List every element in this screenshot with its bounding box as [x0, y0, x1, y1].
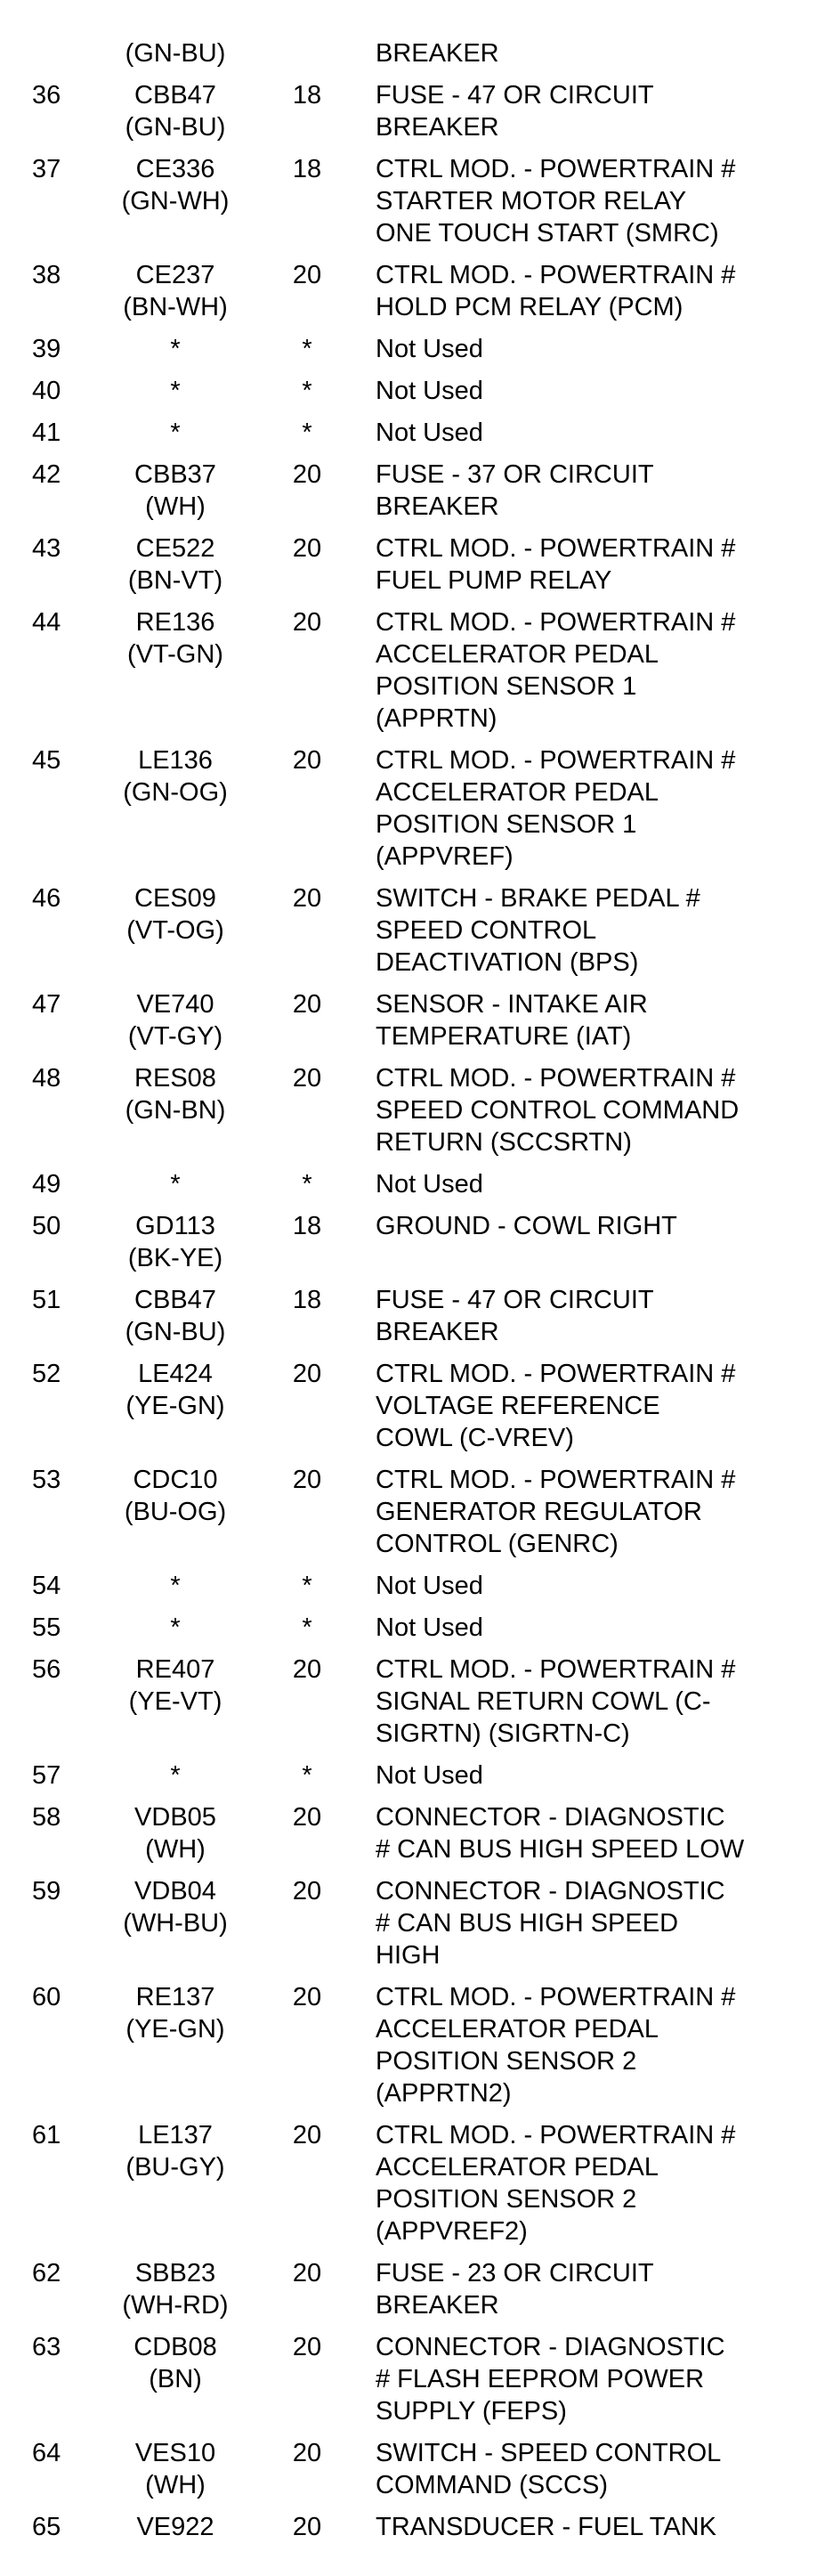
circuit-function-line: CONNECTOR - DIAGNOSTIC	[376, 1803, 725, 1832]
circuit-function-line: HOLD PCM RELAY (PCM)	[376, 293, 684, 321]
circuit-id-line: CE522	[135, 534, 215, 563]
pin-number: 55	[32, 1613, 61, 1642]
circuit-id-line: *	[170, 1613, 181, 1642]
circuit-function-line: FUEL PUMP RELAY	[376, 566, 612, 595]
circuit-id	[100, 37, 251, 69]
circuit-id-line: (WH-BU)	[123, 1909, 228, 1938]
table-row	[0, 259, 817, 323]
circuit-function-line: VOLTAGE REFERENCE	[376, 1392, 660, 1420]
pin-number: 64	[32, 2439, 61, 2467]
circuit-function-line: FUSE - 47 OR CIRCUIT	[376, 81, 654, 110]
circuit-function-line: CTRL MOD. - POWERTRAIN #	[376, 1983, 736, 2011]
circuit-function-line: BREAKER	[376, 113, 499, 142]
circuit-function-line: POSITION SENSOR 1	[376, 672, 637, 701]
circuit-id-line: VE740	[136, 990, 214, 1019]
wire-gauge: 20	[292, 2121, 322, 2149]
circuit-id	[100, 1464, 251, 1528]
circuit-id-line: *	[170, 335, 181, 363]
table-row	[0, 1759, 817, 1792]
circuit-function-line: FUSE - 47 OR CIRCUIT	[376, 1286, 654, 1314]
circuit-function-line: (APPVREF2)	[376, 2217, 528, 2246]
circuit-id-line: (BK-YE)	[127, 1244, 223, 1272]
circuit-function-line: CTRL MOD. - POWERTRAIN #	[376, 1466, 736, 1494]
table-row	[0, 1570, 817, 1602]
circuit-function-line: # FLASH EEPROM POWER	[376, 2365, 705, 2393]
circuit-id	[100, 2511, 251, 2543]
table-row	[0, 333, 817, 365]
circuit-function-line: CTRL MOD. - POWERTRAIN #	[376, 746, 736, 775]
wire-gauge: 20	[292, 990, 322, 1019]
circuit-id-line: (YE-GN)	[125, 1392, 225, 1420]
circuit-id-line: CBB37	[134, 460, 216, 489]
pin-number: 60	[32, 1983, 61, 2011]
circuit-id-line: (YE-VT)	[128, 1687, 222, 1716]
circuit-id-line: (VT-GN)	[127, 640, 223, 669]
wire-gauge: 20	[292, 2259, 322, 2288]
circuit-id	[100, 2119, 251, 2183]
wire-gauge: *	[302, 1572, 312, 1600]
circuit-function-line: TEMPERATURE (IAT)	[376, 1022, 632, 1051]
pin-number: 41	[32, 418, 61, 447]
circuit-id	[100, 1358, 251, 1422]
circuit-function	[376, 259, 812, 323]
circuit-id-line: (BU-OG)	[124, 1498, 227, 1526]
pin-number: 57	[32, 1761, 61, 1790]
wire-gauge: 20	[292, 534, 322, 563]
wire-gauge: 18	[292, 1212, 322, 1240]
circuit-function-line: # CAN BUS HIGH SPEED LOW	[376, 1835, 745, 1864]
circuit-function-line: CTRL MOD. - POWERTRAIN #	[376, 1360, 736, 1388]
wire-gauge: 20	[292, 1983, 322, 2011]
circuit-function	[376, 606, 812, 735]
wire-gauge: *	[302, 377, 312, 405]
circuit-id-line: VDB04	[134, 1877, 216, 1906]
circuit-id	[100, 744, 251, 809]
circuit-function-line: (APPRTN)	[376, 704, 497, 733]
circuit-function-line: Not Used	[376, 1761, 483, 1790]
circuit-function-line: (APPRTN2)	[376, 2079, 512, 2108]
pin-number: 42	[32, 460, 61, 489]
circuit-id-line: CES09	[134, 884, 216, 913]
circuit-id	[100, 606, 251, 670]
circuit-id-line: RE137	[135, 1983, 215, 2011]
circuit-id	[100, 1981, 251, 2045]
circuit-function-line: STARTER MOTOR RELAY	[376, 187, 687, 215]
circuit-id-line: (GN-BU)	[125, 1318, 226, 1346]
pin-number: 45	[32, 746, 61, 775]
wire-gauge: 20	[292, 608, 322, 637]
table-row	[0, 532, 817, 597]
circuit-id-line: SBB23	[134, 2259, 216, 2288]
circuit-function-line: COWL (C-VREV)	[376, 1424, 574, 1452]
circuit-id	[100, 259, 251, 323]
circuit-function-line: Not Used	[376, 418, 483, 447]
table-row	[0, 1464, 817, 1560]
table-row	[0, 375, 817, 407]
table-row	[0, 1801, 817, 1865]
circuit-id-line: GD113	[135, 1212, 215, 1240]
pin-number: 39	[32, 335, 61, 363]
circuit-function-line: POSITION SENSOR 1	[376, 810, 637, 839]
wire-gauge: 20	[292, 2333, 322, 2361]
pin-number: 62	[32, 2259, 61, 2288]
circuit-function-line: Not Used	[376, 1613, 483, 1642]
pin-number: 44	[32, 608, 61, 637]
circuit-id	[100, 882, 251, 947]
pin-number: 37	[32, 155, 61, 183]
circuit-id-line: CE336	[135, 155, 215, 183]
circuit-id	[100, 2437, 251, 2501]
circuit-id	[100, 1168, 251, 1200]
wire-gauge: 20	[292, 1064, 322, 1093]
circuit-id	[100, 1759, 251, 1792]
circuit-id	[100, 1612, 251, 1644]
circuit-id-line: RE407	[135, 1655, 215, 1684]
wire-gauge: 20	[292, 1877, 322, 1906]
wire-gauge: 20	[292, 746, 322, 775]
circuit-id-line: (VT-OG)	[126, 916, 224, 945]
wire-gauge: 20	[292, 1360, 322, 1388]
circuit-id-line: (WH)	[145, 2471, 206, 2499]
circuit-function-line: ACCELERATOR PEDAL	[376, 2015, 659, 2044]
table-row	[0, 988, 817, 1052]
table-row	[0, 79, 817, 143]
circuit-id-line: (GN-BN)	[125, 1096, 226, 1125]
circuit-id	[100, 417, 251, 449]
table-row	[0, 417, 817, 449]
table-row	[0, 1284, 817, 1348]
circuit-id-line: (VT-GY)	[127, 1022, 223, 1051]
circuit-function-line: ACCELERATOR PEDAL	[376, 640, 659, 669]
circuit-id-line: (BN)	[149, 2365, 202, 2393]
pin-number: 61	[32, 2121, 61, 2149]
circuit-function	[376, 37, 812, 69]
circuit-function	[376, 1210, 812, 1242]
circuit-id	[100, 1875, 251, 1939]
circuit-function-line: BREAKER	[376, 1318, 499, 1346]
wire-gauge: 18	[292, 155, 322, 183]
circuit-function-line: Not Used	[376, 335, 483, 363]
circuit-function-line: BREAKER	[376, 492, 499, 521]
wire-gauge: 20	[292, 1655, 322, 1684]
circuit-function	[376, 1654, 812, 1750]
circuit-function-line: SPEED CONTROL COMMAND	[376, 1096, 740, 1125]
circuit-id	[100, 2257, 251, 2321]
circuit-function-line: # CAN BUS HIGH SPEED	[376, 1909, 679, 1938]
circuit-id-line: *	[170, 1761, 181, 1790]
circuit-id-line: RES08	[134, 1064, 216, 1093]
circuit-id-line: CE237	[135, 261, 215, 289]
table-row	[0, 2119, 817, 2247]
circuit-function-line: CONNECTOR - DIAGNOSTIC	[376, 1877, 725, 1906]
circuit-function-line: SIGRTN) (SIGRTN-C)	[376, 1719, 630, 1748]
circuit-function-line: GENERATOR REGULATOR	[376, 1498, 702, 1526]
circuit-id-line: LE137	[138, 2121, 213, 2149]
circuit-id	[100, 1801, 251, 1865]
pin-number: 43	[32, 534, 61, 563]
circuit-id-line: CBB47	[134, 81, 216, 110]
circuit-id	[100, 333, 251, 365]
circuit-id-line: VE922	[136, 2513, 214, 2541]
circuit-function	[376, 417, 812, 449]
circuit-function-line: CTRL MOD. - POWERTRAIN #	[376, 2121, 736, 2149]
circuit-function	[376, 532, 812, 597]
circuit-function	[376, 1612, 812, 1644]
circuit-id-line: *	[170, 1170, 181, 1199]
circuit-function-line: Not Used	[376, 377, 483, 405]
circuit-id-line: (GN-OG)	[123, 778, 228, 807]
circuit-function	[376, 1981, 812, 2109]
circuit-function	[376, 988, 812, 1052]
circuit-id-line: LE136	[138, 746, 213, 775]
pin-number: 38	[32, 261, 61, 289]
circuit-function	[376, 1168, 812, 1200]
table-row	[0, 1654, 817, 1750]
circuit-function	[376, 2437, 812, 2501]
circuit-id-line: (BU-GY)	[125, 2153, 225, 2182]
circuit-function	[376, 2511, 812, 2543]
circuit-id	[100, 988, 251, 1052]
circuit-id-line: (BN-WH)	[123, 293, 228, 321]
table-row	[0, 882, 817, 979]
table-row	[0, 744, 817, 873]
circuit-id-line: (GN-BU)	[125, 113, 226, 142]
circuit-function-line: SPEED CONTROL	[376, 916, 597, 945]
pin-number: 36	[32, 81, 61, 110]
circuit-id	[100, 1062, 251, 1126]
circuit-function	[376, 1801, 812, 1865]
circuit-function-line: CTRL MOD. - POWERTRAIN #	[376, 261, 736, 289]
circuit-function-line: FUSE - 23 OR CIRCUIT	[376, 2259, 654, 2288]
circuit-id-line: *	[170, 377, 181, 405]
circuit-function	[376, 882, 812, 979]
circuit-id-line: VDB05	[134, 1803, 216, 1832]
circuit-function	[376, 1875, 812, 1971]
pin-number: 47	[32, 990, 61, 1019]
wire-gauge: *	[302, 418, 312, 447]
circuit-id	[100, 1210, 251, 1274]
pin-number: 59	[32, 1877, 61, 1906]
table-row	[0, 1981, 817, 2109]
circuit-function	[376, 744, 812, 873]
circuit-id-line: (WH)	[145, 1835, 206, 1864]
circuit-id-line: LE424	[138, 1360, 213, 1388]
circuit-function-line: BREAKER	[376, 39, 499, 68]
pin-number: 48	[32, 1064, 61, 1093]
pin-number: 50	[32, 1212, 61, 1240]
circuit-id-line: CBB47	[134, 1286, 216, 1314]
circuit-id-line: *	[170, 1572, 181, 1600]
circuit-id-line: CDC10	[133, 1466, 218, 1494]
circuit-function-line: DEACTIVATION (BPS)	[376, 948, 639, 977]
circuit-id	[100, 153, 251, 217]
circuit-function-line: Not Used	[376, 1572, 483, 1600]
wire-gauge: 20	[292, 261, 322, 289]
circuit-id	[100, 532, 251, 597]
table-row	[0, 1612, 817, 1644]
circuit-id	[100, 1570, 251, 1602]
pin-number: 40	[32, 377, 61, 405]
circuit-function	[376, 1759, 812, 1792]
table-row	[0, 2331, 817, 2427]
circuit-id	[100, 1284, 251, 1348]
circuit-function-line: CTRL MOD. - POWERTRAIN #	[376, 155, 736, 183]
wire-gauge: 20	[292, 884, 322, 913]
pin-number: 63	[32, 2333, 61, 2361]
pin-number: 58	[32, 1803, 61, 1832]
pin-number: 51	[32, 1286, 61, 1314]
circuit-id	[100, 375, 251, 407]
circuit-function-line: TRANSDUCER - FUEL TANK	[376, 2513, 716, 2541]
circuit-function-line: SIGNAL RETURN COWL (C-	[376, 1687, 711, 1716]
circuit-function	[376, 1570, 812, 1602]
table-row	[0, 1358, 817, 1454]
wire-gauge: 20	[292, 2439, 322, 2467]
circuit-function	[376, 1358, 812, 1454]
circuit-function	[376, 2331, 812, 2427]
circuit-function	[376, 375, 812, 407]
table-row	[0, 1062, 817, 1158]
circuit-function	[376, 2257, 812, 2321]
table-row	[0, 2511, 817, 2543]
table-row	[0, 606, 817, 735]
circuit-function-line: (APPVREF)	[376, 842, 514, 871]
circuit-function	[376, 79, 812, 143]
circuit-id	[100, 1654, 251, 1718]
circuit-id	[100, 79, 251, 143]
circuit-id-line: RE136	[135, 608, 215, 637]
circuit-function-line: CTRL MOD. - POWERTRAIN #	[376, 1655, 736, 1684]
circuit-function-line: POSITION SENSOR 2	[376, 2185, 637, 2214]
circuit-function-line: COMMAND (SCCS)	[376, 2471, 608, 2499]
circuit-function-line: SWITCH - SPEED CONTROL	[376, 2439, 722, 2467]
circuit-id-line: VES10	[134, 2439, 216, 2467]
circuit-function-line: SWITCH - BRAKE PEDAL #	[376, 884, 700, 913]
circuit-function	[376, 2119, 812, 2247]
circuit-function-line: BREAKER	[376, 2291, 499, 2320]
circuit-function-line: ACCELERATOR PEDAL	[376, 2153, 659, 2182]
circuit-id-line: (BN-VT)	[127, 566, 223, 595]
circuit-function	[376, 333, 812, 365]
table-row	[0, 2257, 817, 2321]
table-row	[0, 1875, 817, 1971]
circuit-function-line: ACCELERATOR PEDAL	[376, 778, 659, 807]
circuit-id-line: *	[170, 418, 181, 447]
circuit-function	[376, 1062, 812, 1158]
pin-number: 54	[32, 1572, 61, 1600]
table-row	[0, 1210, 817, 1274]
circuit-function	[376, 459, 812, 523]
circuit-function-line: HIGH	[376, 1941, 441, 1970]
wire-gauge: *	[302, 1761, 312, 1790]
circuit-function-line: GROUND - COWL RIGHT	[376, 1212, 677, 1240]
pin-number: 65	[32, 2513, 61, 2541]
wire-gauge: 18	[292, 1286, 322, 1314]
circuit-function-line: CONNECTOR - DIAGNOSTIC	[376, 2333, 725, 2361]
wire-gauge: 20	[292, 460, 322, 489]
circuit-function-line: FUSE - 37 OR CIRCUIT	[376, 460, 654, 489]
wire-gauge: *	[302, 1613, 312, 1642]
circuit-function-line: POSITION SENSOR 2	[376, 2047, 637, 2076]
table-row	[0, 37, 817, 69]
wire-gauge: 20	[292, 1466, 322, 1494]
table-row	[0, 2437, 817, 2501]
circuit-function	[376, 1284, 812, 1348]
circuit-id	[100, 2331, 251, 2395]
wire-gauge: 20	[292, 1803, 322, 1832]
pin-number: 46	[32, 884, 61, 913]
pin-number: 49	[32, 1170, 61, 1199]
wire-gauge: *	[302, 335, 312, 363]
circuit-function-line: Not Used	[376, 1170, 483, 1199]
circuit-function-line: SENSOR - INTAKE AIR	[376, 990, 648, 1019]
table-row	[0, 459, 817, 523]
circuit-function-line: CTRL MOD. - POWERTRAIN #	[376, 534, 736, 563]
circuit-function	[376, 153, 812, 249]
pin-number: 56	[32, 1655, 61, 1684]
table-row	[0, 153, 817, 249]
pin-number: 52	[32, 1360, 61, 1388]
circuit-function-line: RETURN (SCCSRTN)	[376, 1128, 632, 1157]
circuit-id-line: (GN-WH)	[121, 187, 230, 215]
circuit-function-line: SUPPLY (FEPS)	[376, 2397, 567, 2426]
circuit-function	[376, 1464, 812, 1560]
circuit-id-line: CDB08	[133, 2333, 217, 2361]
circuit-id-line: (GN-BU)	[125, 39, 226, 68]
circuit-id-line: (YE-GN)	[125, 2015, 225, 2044]
circuit-id-line: (WH)	[145, 492, 206, 521]
wire-gauge: 20	[292, 2513, 322, 2541]
circuit-function-line: ONE TOUCH START (SMRC)	[376, 219, 719, 248]
circuit-id-line: (WH-RD)	[122, 2291, 229, 2320]
circuit-function-line: CONTROL (GENRC)	[376, 1530, 619, 1558]
circuit-id	[100, 459, 251, 523]
circuit-function-line: CTRL MOD. - POWERTRAIN #	[376, 608, 736, 637]
wire-gauge: 18	[292, 81, 322, 110]
table-row	[0, 1168, 817, 1200]
wire-gauge: *	[302, 1170, 312, 1199]
pin-number: 53	[32, 1466, 61, 1494]
circuit-function-line: CTRL MOD. - POWERTRAIN #	[376, 1064, 736, 1093]
